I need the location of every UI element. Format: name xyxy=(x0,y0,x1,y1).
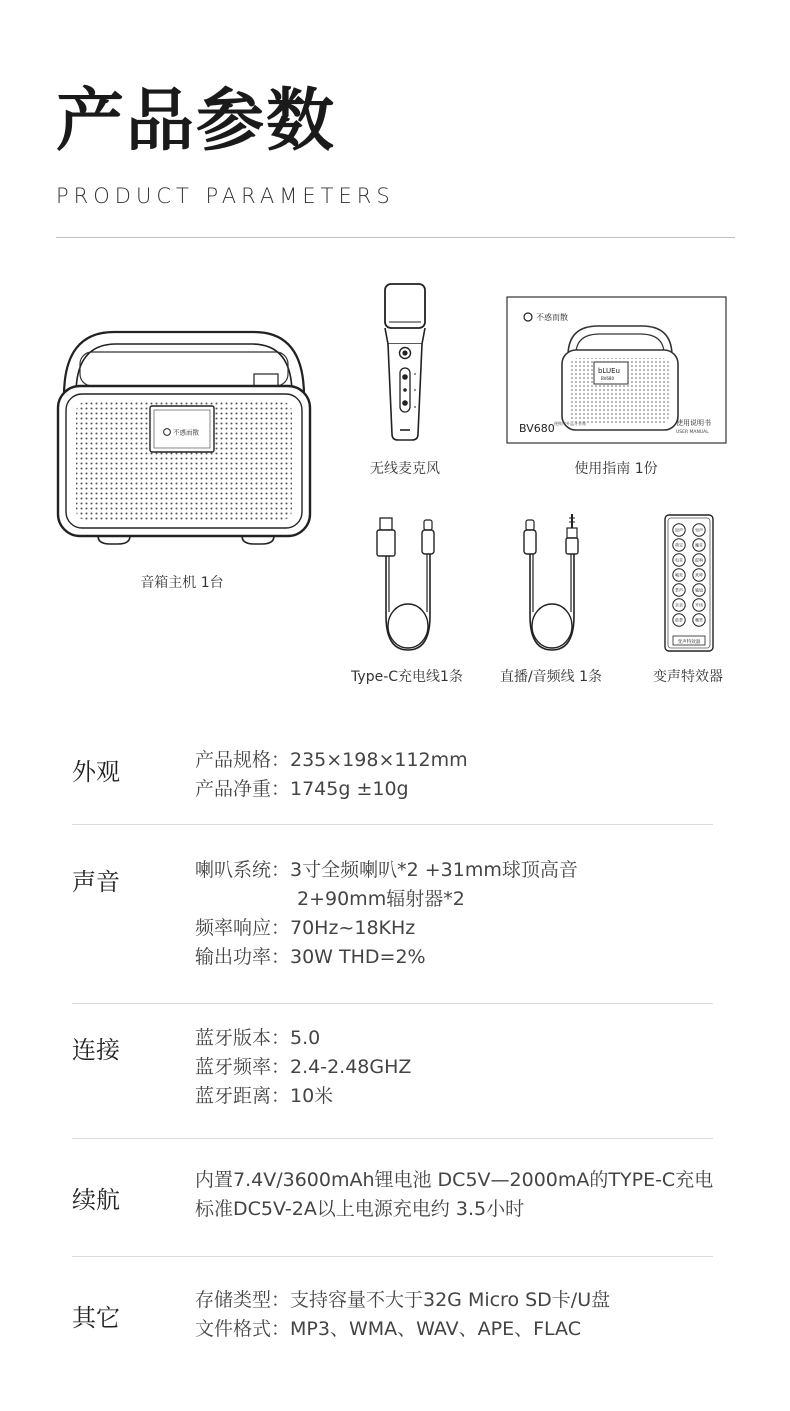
microphone-caption: 无线麦克风 xyxy=(370,461,440,477)
spec-divider xyxy=(72,824,713,825)
spec-line: 文件格式：MP3、WMA、WAV、APE、FLAC xyxy=(195,1318,581,1340)
page-title: 产品参数 xyxy=(56,82,337,161)
manual-doc-title-en: USER MANUAL xyxy=(676,430,709,435)
spec-lines xyxy=(195,1286,610,1344)
remote-button-label: 亲亲 xyxy=(675,602,683,608)
audio-cable-illustration xyxy=(516,512,588,656)
spec-divider xyxy=(72,1138,713,1139)
spec-line: 蓝牙版本：5.0 xyxy=(195,1027,321,1049)
page-subtitle: PRODUCT PARAMETERS xyxy=(56,184,395,208)
typec-cable-caption: Type-C充电线1条 xyxy=(351,669,463,685)
remote-button-label: 萌宝 xyxy=(675,542,683,548)
remote-button-label: 电音 xyxy=(675,557,683,563)
manual-speaker-logo-sub: BV680 xyxy=(601,376,614,381)
spec-line: 频率响应：70Hz~18KHz xyxy=(195,917,416,939)
manual-model: BV680 xyxy=(519,422,555,435)
typec-cable-illustration xyxy=(372,516,444,656)
manual-item xyxy=(506,296,727,444)
spec-line: 蓝牙距离：10米 xyxy=(195,1085,334,1107)
manual-brand: 不惑而散 xyxy=(536,313,568,322)
remote-button-label: 原声 xyxy=(675,527,683,533)
spec-line: 输出功率：30W THD=2% xyxy=(195,946,426,968)
header-divider xyxy=(56,237,735,238)
manual-speaker-logo: bLUEu xyxy=(598,367,620,375)
remote-button-label: 鼓掌 xyxy=(675,617,683,623)
remote-button-label: 尴尬 xyxy=(695,587,703,593)
spec-line: 存储类型：支持容量不大于32G Micro SD卡/U盘 xyxy=(195,1289,611,1311)
audio-cable-caption: 直播/音频线 1条 xyxy=(499,669,603,685)
spec-heading: 其它 xyxy=(72,1304,120,1332)
spec-line: 产品净重：1745g ±10g xyxy=(195,778,409,800)
speaker-brand: 不惑而散 xyxy=(173,428,199,437)
spec-line: 标准DC5V-2A以上电源充电约 3.5小时 xyxy=(195,1198,525,1220)
spec-line: 2+90mm辐射器*2 xyxy=(297,888,465,910)
spec-lines xyxy=(195,1166,713,1224)
spec-heading: 续航 xyxy=(72,1186,120,1214)
remote-button-label: 开场 xyxy=(695,602,703,608)
manual-model-desc: 便携户外蓝牙音箱 xyxy=(554,421,586,426)
manual-illustration xyxy=(506,296,727,444)
remote-button-label: 欢呼 xyxy=(695,572,703,578)
manual-doc-title: 使用说明书 xyxy=(676,419,711,427)
spec-lines xyxy=(195,1024,411,1111)
spec-heading: 连接 xyxy=(72,1036,120,1064)
manual-caption: 使用指南 1份 xyxy=(574,461,658,477)
remote-footer-label: 变声特效器 xyxy=(677,640,701,645)
spec-divider xyxy=(72,1003,713,1004)
remote-caption: 变声特效器 xyxy=(653,669,723,685)
spec-heading: 外观 xyxy=(72,758,120,786)
spec-heading: 声音 xyxy=(72,868,120,896)
spec-divider xyxy=(72,1256,713,1257)
speaker-illustration xyxy=(54,326,314,550)
audio-cable-item xyxy=(516,512,588,656)
speaker-caption: 音箱主机 1台 xyxy=(140,575,224,591)
remote-button-label: 男声 xyxy=(695,527,703,533)
remote-button-label: 混响 xyxy=(695,557,703,563)
remote-button-label: 喊麦 xyxy=(675,572,683,578)
spec-line: 喇叭系统：3寸全频喇叭*2 +31mm球顶高音 xyxy=(195,859,578,881)
spec-line: 产品规格：235×198×112mm xyxy=(195,749,468,771)
spec-line: 内置7.4V/3600mAh锂电池 DC5V—2000mA的TYPE-C充电 xyxy=(195,1169,714,1191)
spec-lines xyxy=(195,746,468,804)
spec-lines xyxy=(195,856,578,972)
microphone-illustration xyxy=(380,282,430,444)
spec-line: 蓝牙频率：2.4-2.48GHZ xyxy=(195,1056,412,1078)
speaker-item xyxy=(54,326,314,550)
remote-button-label: 嘲笑 xyxy=(695,617,703,623)
microphone-item xyxy=(380,282,430,444)
typec-cable-item xyxy=(372,516,444,656)
remote-button-label: 魔音 xyxy=(695,542,703,548)
remote-item xyxy=(664,514,714,652)
remote-illustration xyxy=(664,514,714,652)
remote-button-label: 掌声 xyxy=(675,587,683,593)
